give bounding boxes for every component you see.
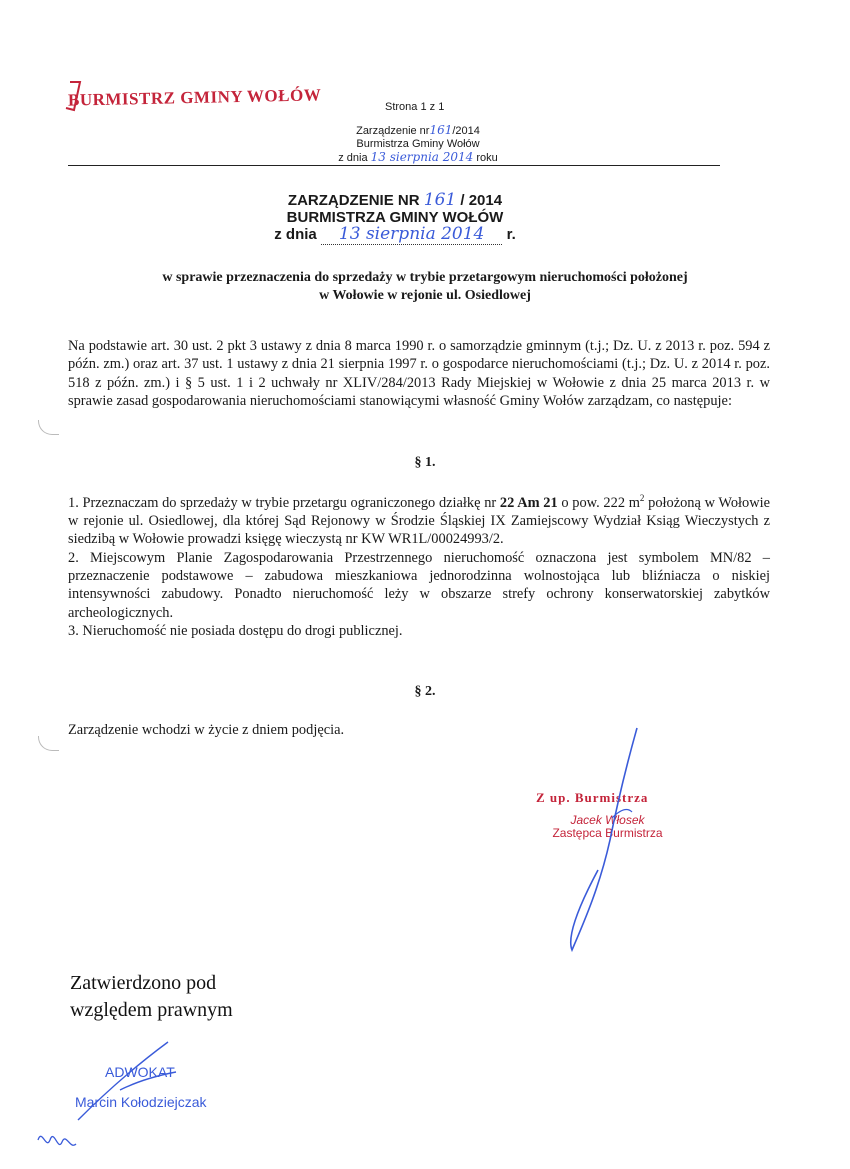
document-title <box>180 192 610 243</box>
signatory-name: Jacek Włosek <box>570 813 645 827</box>
point-1-text-continued: położoną w Wołowie w rejonie ul. Osiedlowej, dla której Sąd Rejonowy w Środzie Śląskiej IX Zamiejscowy Wydział Ksiąg Wieczystych z siedzibą w Wołowie prowadzi księgę wieczystą nr KW WR1L/00024993/2. <box>68 494 771 548</box>
reference-date-suffix: roku <box>476 152 498 164</box>
reference-prefix: Zarządzenie nr <box>356 125 430 137</box>
approval-line-1: Zatwierdzono pod <box>70 972 217 994</box>
reference-date-handwritten: 13 sierpnia 2014 <box>370 150 474 164</box>
subject-line-1: w sprawie przeznaczenia do sprzedaży w trybie przetargowym nieruchomości położonej <box>162 270 688 285</box>
title-date-prefix: z dnia <box>274 226 317 243</box>
section-1-body <box>68 489 770 640</box>
header-divider <box>68 165 720 166</box>
section-1-point-2: 2. Miejscowym Planie Zagospodarowania Przestrzennego nieruchomość oznaczona jest symbolem MN/82 – przeznaczenie podstawowe – zabudowa mieszkaniowa jednorodzinna wolnostojąca lub bliźniacza o niskiej intensywności zabudowy. Ponadto nieruchomość leży w obszarze strefy ochrony konserwatorskiej zabytków archeologicznych. <box>68 549 770 621</box>
point-1-text: 1. Przeznaczam do sprzedaży w trybie przetargu ograniczonego działkę nr <box>68 494 500 511</box>
issuer-stamp: BURMISTRZ GMINY WOŁÓW <box>67 85 322 110</box>
title-number-handwritten: 161 <box>423 190 457 210</box>
reference-number-line <box>318 124 518 138</box>
area-unit-superscript: 2 <box>639 493 645 503</box>
section-1-heading: § 1. <box>414 455 436 470</box>
signature-stamp <box>540 814 675 840</box>
title-line-1 <box>180 192 610 209</box>
reference-year: /2014 <box>452 125 480 137</box>
title-prefix: ZARZĄDZENIE NR <box>287 192 420 209</box>
parcel-area: o pow. 222 m <box>557 494 640 511</box>
section-1-point-1 <box>68 489 770 549</box>
title-year: / 2014 <box>460 192 503 209</box>
title-date-suffix: r. <box>506 226 516 243</box>
advocate-stamp <box>75 1064 207 1111</box>
reference-block <box>318 124 518 165</box>
section-2-heading: § 2. <box>414 684 436 699</box>
reference-number-handwritten: 161 <box>429 123 453 137</box>
advocate-name: Marcin Kołodziejczak <box>75 1094 207 1110</box>
section-2-body: Zarządzenie wchodzi w życie z dniem podjęcia. <box>68 722 345 738</box>
initials-scribble <box>38 1136 76 1145</box>
subject-line-2: w Wołowie w rejonie ul. Osiedlowej <box>319 288 531 303</box>
page-indicator: Strona 1 z 1 <box>385 101 445 113</box>
advocate-title: ADWOKAT <box>105 1064 175 1080</box>
legal-basis-paragraph: Na podstawie art. 30 ust. 2 pkt 3 ustawy z dnia 8 marca 1990 r. o samorządzie gminnym (t.j.; Dz. U. z 2013 r. poz. 594 z późn. zm.) oraz art. 37 ust. 1 ustawy z dnia 21 sierpnia 1997 r. o gospodarce nieruchomościami (t.j.; Dz. U. z 2014 r. poz. 518 z późn. zm.) i § 5 ust. 1 i 2 uchwały nr XLIV/284/2013 Rady Miejskiej w Wołowie z dnia 25 marca 2013 r. w sprawie zasad gospodarowania nieruchomościami stanowiącymi własność Gminy Wołów zarządzam, co następuje: <box>68 338 770 409</box>
title-date-handwritten: 13 sierpnia 2014 <box>321 224 502 245</box>
document-subject <box>80 269 770 305</box>
binder-mark <box>38 736 59 751</box>
section-1-point-3: 3. Nieruchomość nie posiada dostępu do drogi publicznej. <box>68 622 403 639</box>
reference-issuer: Burmistrza Gminy Wołów <box>356 138 480 150</box>
title-line-2: BURMISTRZA GMINY WOŁÓW <box>286 209 504 226</box>
signature-authority: Z up. Burmistrza <box>536 790 649 805</box>
parcel-number: 22 Am 21 <box>499 494 558 511</box>
title-date-line <box>274 226 516 243</box>
reference-date-line <box>318 151 518 165</box>
reference-date-prefix: z dnia <box>338 152 368 164</box>
legal-approval-stamp <box>70 970 233 1024</box>
approval-line-2: względem prawnym <box>70 999 233 1021</box>
binder-mark <box>38 420 59 435</box>
signatory-role: Zastępca Burmistrza <box>552 826 663 840</box>
